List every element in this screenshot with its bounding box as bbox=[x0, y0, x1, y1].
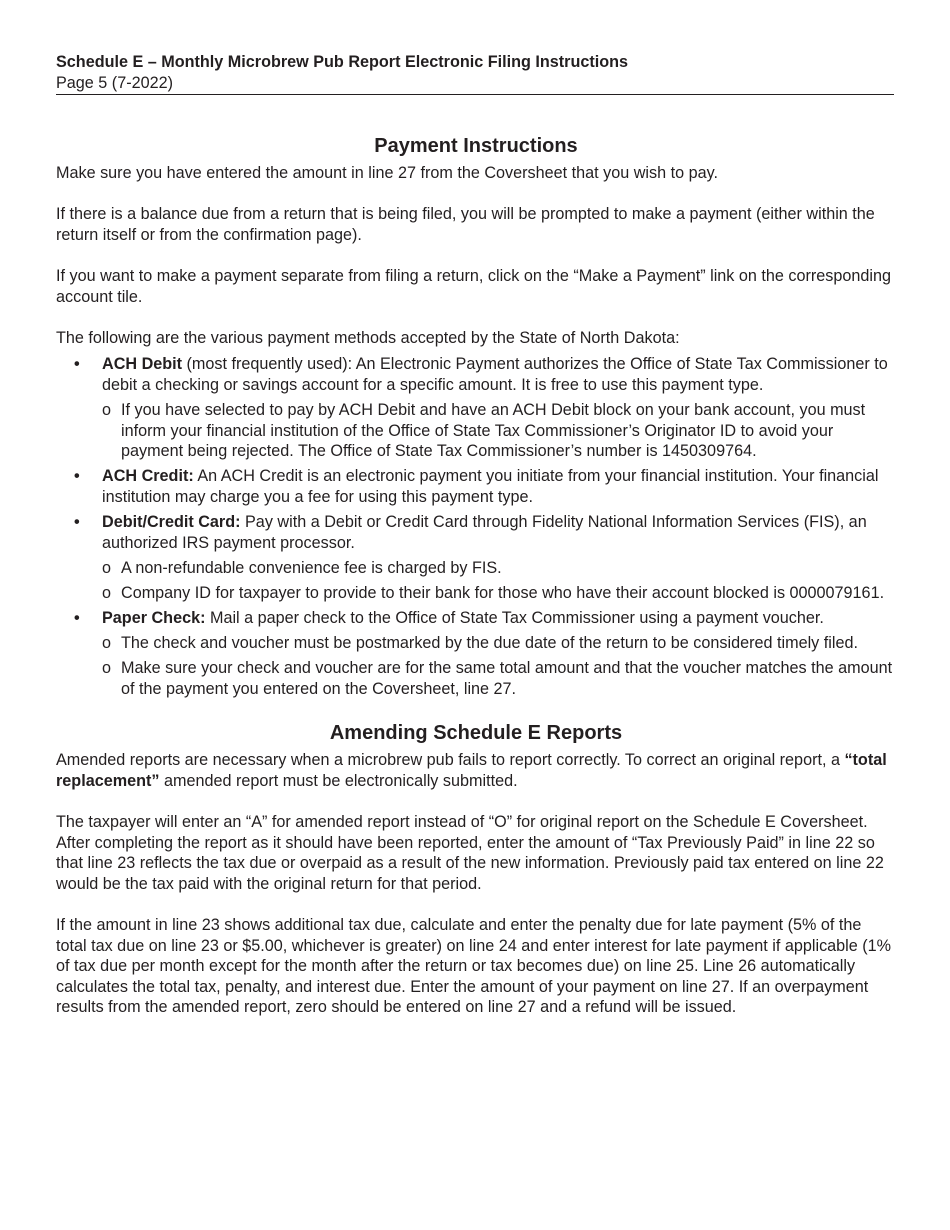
amending-paragraph-2: The taxpayer will enter an “A” for amended report instead of “O” for original report on the Schedule E Coversheet. After completing the report as it should have been reported, enter the amount of “Tax Previously Paid” in line 22 so that line 23 reflects the tax due or overpaid as a result of the new information. Previously paid tax entered on line 22 would be the tax paid with the original return for that period. bbox=[56, 813, 884, 893]
method-term: ACH Debit bbox=[102, 355, 183, 374]
total-replacement-emphasis: “total replacement” bbox=[56, 751, 887, 790]
page-content bbox=[56, 133, 896, 1018]
bullet-glyph: • bbox=[74, 513, 80, 531]
amending-paragraph-1-start: Amended reports are necessary when a microbrew pub fails to report correctly. To correct an original report, a bbox=[56, 751, 845, 770]
page-number: Page 5 (7-2022) bbox=[56, 73, 173, 92]
method-text: An ACH Credit is an electronic payment you initiate from your financial institution. Your financial institution may charge you a fee for using this payment type. bbox=[102, 467, 879, 506]
amending-heading: Amending Schedule E Reports bbox=[329, 722, 623, 745]
sub-list bbox=[102, 558, 896, 604]
amending-paragraph-3: If the amount in line 23 shows additional tax due, calculate and enter the penalty due for late payment (5% of the total tax due on line 23 or $5.00, whichever is greater) on line 24 and enter interest for late payment if applicable (1% of tax due per month except for the month after the return or tax becomes due) on line 25. Line 26 automatically calculates the total tax, penalty, and interest due. Enter the amount of your payment on line 27. If an overpayment results from the amended report, zero should be entered on line 27 and a refund will be issued. bbox=[56, 916, 892, 1017]
sub-bullet-glyph: o bbox=[102, 583, 112, 602]
method-term: Paper Check: bbox=[102, 608, 206, 627]
document-title: Schedule E – Monthly Microbrew Pub Report Electronic Filing Instructions bbox=[56, 53, 629, 71]
method-text: Pay with a Debit or Credit Card through Fidelity National Information Services (FIS), an authorized IRS payment processor. bbox=[102, 513, 867, 552]
payment-paragraph-1: Make sure you have entered the amount in line 27 from the Coversheet that you wish to pay. bbox=[56, 164, 718, 182]
sub-bullet-glyph: o bbox=[102, 558, 112, 577]
payment-paragraph-3: If you want to make a payment separate from filing a return, click on the “Make a Payment” link on the corresponding account tile. bbox=[56, 266, 891, 306]
payment-paragraph-4: The following are the various payment methods accepted by the State of North Dakota: bbox=[56, 328, 680, 347]
sub-item-text: The check and voucher must be postmarked by the due date of the return to be considered timely filed. bbox=[121, 633, 858, 652]
sub-item bbox=[102, 558, 896, 579]
bullet-glyph: • bbox=[74, 467, 80, 486]
page-header bbox=[56, 52, 894, 95]
bullet-glyph: • bbox=[74, 608, 80, 627]
payment-method-ach-credit bbox=[56, 466, 896, 507]
sub-bullet-glyph: o bbox=[102, 633, 112, 652]
bullet-glyph: • bbox=[74, 355, 80, 374]
sub-item bbox=[102, 633, 896, 654]
method-text: (most frequently used): An Electronic Payment authorizes the Office of State Tax Commissioner to debit a checking or savings account for a specific amount. It is free to use this payment type. bbox=[102, 355, 888, 394]
sub-item bbox=[102, 400, 896, 462]
sub-item bbox=[102, 658, 896, 699]
payment-method-paper-check bbox=[56, 608, 896, 699]
sub-item-text: Company ID for taxpayer to provide to their bank for those who have their account blocked is 0000079161. bbox=[121, 583, 885, 602]
sub-bullet-glyph: o bbox=[102, 659, 112, 678]
payment-methods-list bbox=[56, 354, 896, 699]
sub-item-text: Make sure your check and voucher are for the same total amount and that the voucher matches the amount of the payment you entered on the Coversheet, line 27. bbox=[121, 659, 893, 698]
sub-item-text: A non-refundable convenience fee is charged by FIS. bbox=[121, 558, 502, 577]
payment-method-ach-debit bbox=[56, 354, 896, 461]
amending-paragraph-1 bbox=[56, 750, 896, 791]
sub-bullet-glyph: o bbox=[102, 401, 112, 420]
sub-list bbox=[102, 633, 896, 699]
payment-instructions-heading: Payment Instructions bbox=[374, 135, 578, 157]
method-term: ACH Credit: bbox=[102, 467, 194, 486]
sub-list bbox=[102, 400, 896, 462]
method-term: Debit/Credit Card: bbox=[102, 513, 241, 531]
sub-item bbox=[102, 583, 896, 604]
payment-paragraph-2: If there is a balance due from a return that is being filed, you will be prompted to make a payment (either within the return itself or from the confirmation page). bbox=[56, 205, 875, 244]
sub-item-text: If you have selected to pay by ACH Debit and have an ACH Debit block on your bank account, you must inform your financial institution of the Office of State Tax Commissioner’s Originator ID to avoid your payment being rejected. The Office of State Tax Commissioner’s number is 1450309764. bbox=[121, 401, 866, 461]
payment-method-debit-credit-card bbox=[56, 512, 896, 603]
method-text: Mail a paper check to the Office of State Tax Commissioner using a payment voucher. bbox=[205, 608, 824, 627]
amending-paragraph-1-end: amended report must be electronically submitted. bbox=[159, 771, 518, 790]
